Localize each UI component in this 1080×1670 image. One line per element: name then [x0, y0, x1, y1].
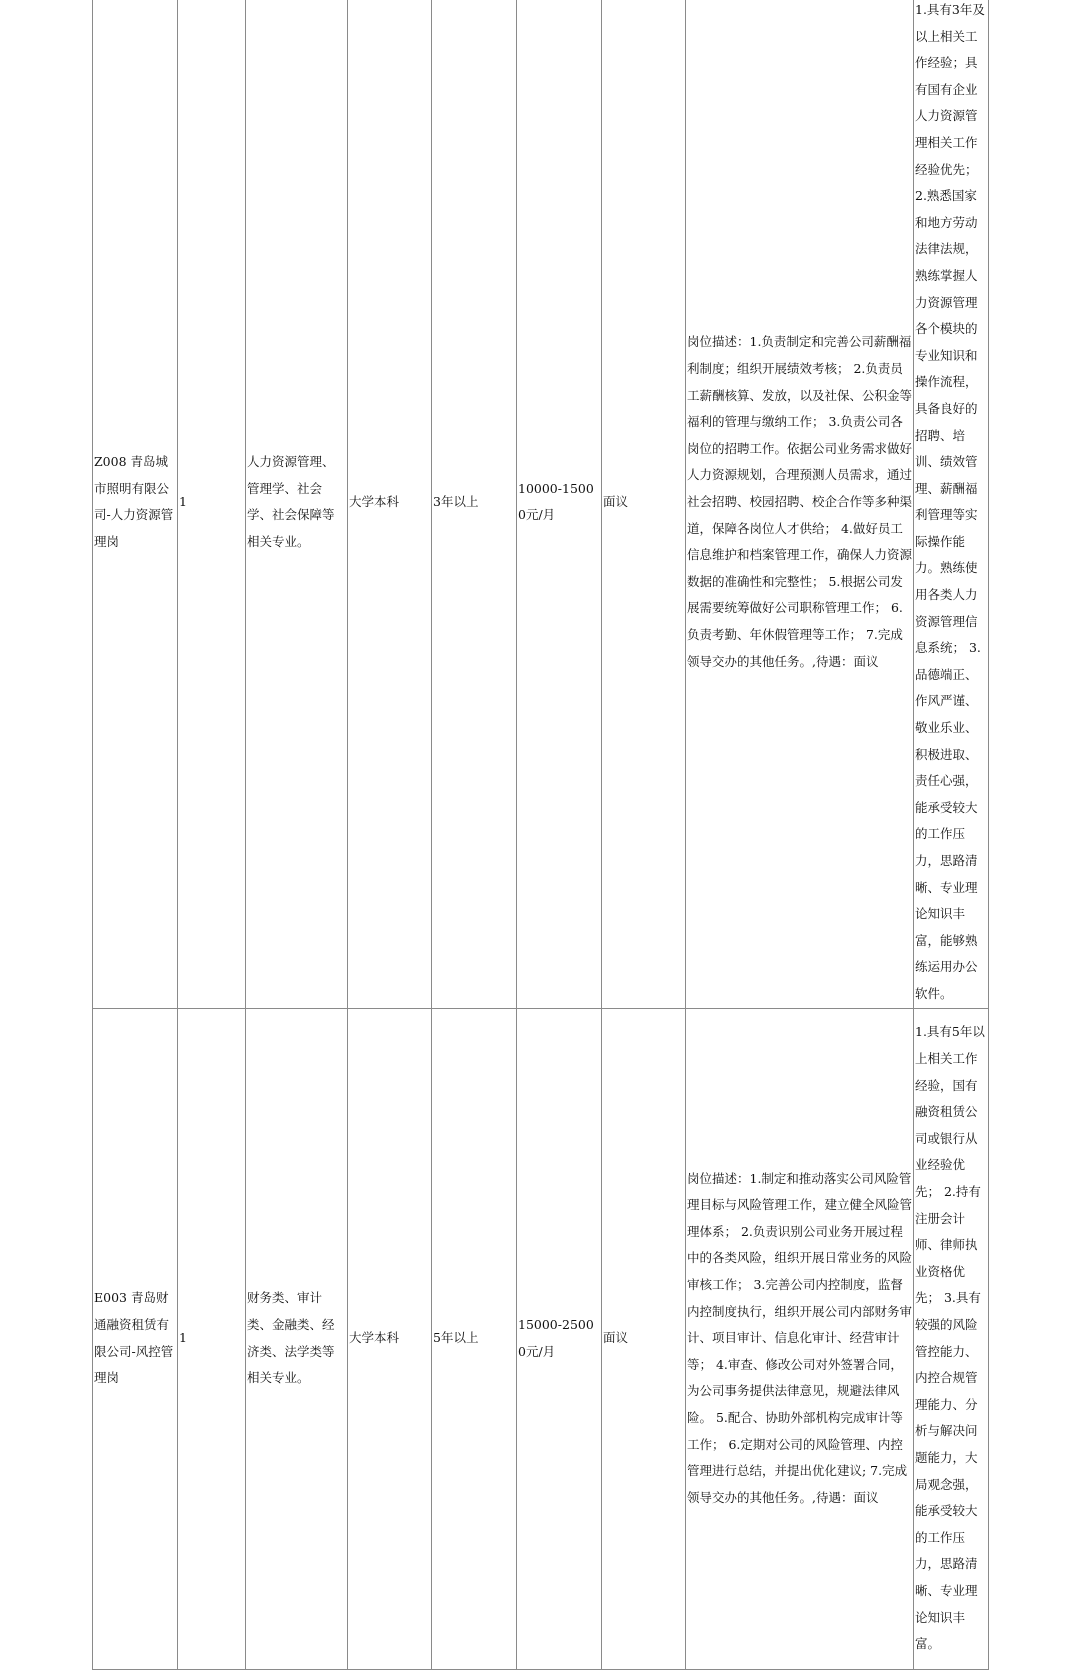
salary-cell: 10000-15000元/月	[517, 0, 602, 1008]
experience-cell: 3年以上	[432, 0, 517, 1008]
description-cell: 岗位描述：1.制定和推动落实公司风险管理目标与风险管理工作，建立健全风险管理体系； 2.负责识别公司业务开展过程中的各类风险，组织开展日常业务的风险审核工作； 3.完善公司内控制度，监督内控制度执行，组织开展公司内部财务审计、项目审计、信息化审计、经营审计等； 4.审查、修改公司对外签署合同，为公司事务提供法律意见，规避法律风险。 5.配合、协助外部机构完成审计等工作； 6.定期对公司的风险管理、内控管理进行总结，并提出优化建议; 7.完成领导交办的其他任务。,待遇：面议	[686, 1008, 914, 1669]
position-cell: E003 青岛财通融资租赁有限公司-风控管理岗	[93, 1008, 178, 1669]
requirements-cell: 1.具有5年以上相关工作经验，国有融资租赁公司或银行从业经验优先； 2.持有注册会计师、律师执业资格优先； 3.具有较强的风险管控能力、内控合规管理能力、分析与解决问题能力，大局观念强，能承受较大的工作压力，思路清晰、专业理论知识丰富。	[914, 1008, 989, 1669]
requirements-cell: 1.具有3年及以上相关工作经验；具有国有企业人力资源管理相关工作经验优先； 2.熟悉国家和地方劳动法律法规，熟练掌握人力资源管理各个模块的专业知识和操作流程，具备良好的招聘、培训、绩效管理、薪酬福利管理等实际操作能力。熟练使用各类人力资源管理信息系统； 3.品德端正、作风严谨、敬业乐业、积极进取、责任心强，能承受较大的工作压力，思路清晰、专业理论知识丰富，能够熟练运用办公软件。	[914, 0, 989, 1008]
education-cell: 大学本科	[348, 0, 432, 1008]
position-cell: Z008 青岛城市照明有限公司-人力资源管理岗	[93, 0, 178, 1008]
description-cell: 岗位描述：1.负责制定和完善公司薪酬福利制度；组织开展绩效考核； 2.负责员工薪酬核算、发放，以及社保、公积金等福利的管理与缴纳工作； 3.负责公司各岗位的招聘工作。依据公司业务需求做好人力资源规划，合理预测人员需求，通过社会招聘、校园招聘、校企合作等多种渠道，保障各岗位人才供给； 4.做好员工信息维护和档案管理工作，确保人力资源数据的准确性和完整性； 5.根据公司发展需要统筹做好公司职称管理工作； 6.负责考勤、年休假管理等工作； 7.完成领导交办的其他任务。,待遇：面议	[686, 0, 914, 1008]
education-cell: 大学本科	[348, 1008, 432, 1669]
negotiation-cell: 面议	[602, 0, 686, 1008]
table-row	[93, 0, 989, 1008]
headcount-cell: 1	[178, 1008, 246, 1669]
table-row	[93, 1008, 989, 1669]
headcount-cell: 1	[178, 0, 246, 1008]
salary-cell: 15000-25000元/月	[517, 1008, 602, 1669]
experience-cell: 5年以上	[432, 1008, 517, 1669]
major-cell: 财务类、审计类、金融类、经济类、法学类等相关专业。	[246, 1008, 348, 1669]
major-cell: 人力资源管理、管理学、社会学、社会保障等相关专业。	[246, 0, 348, 1008]
negotiation-cell: 面议	[602, 1008, 686, 1669]
job-table	[92, 0, 989, 1670]
